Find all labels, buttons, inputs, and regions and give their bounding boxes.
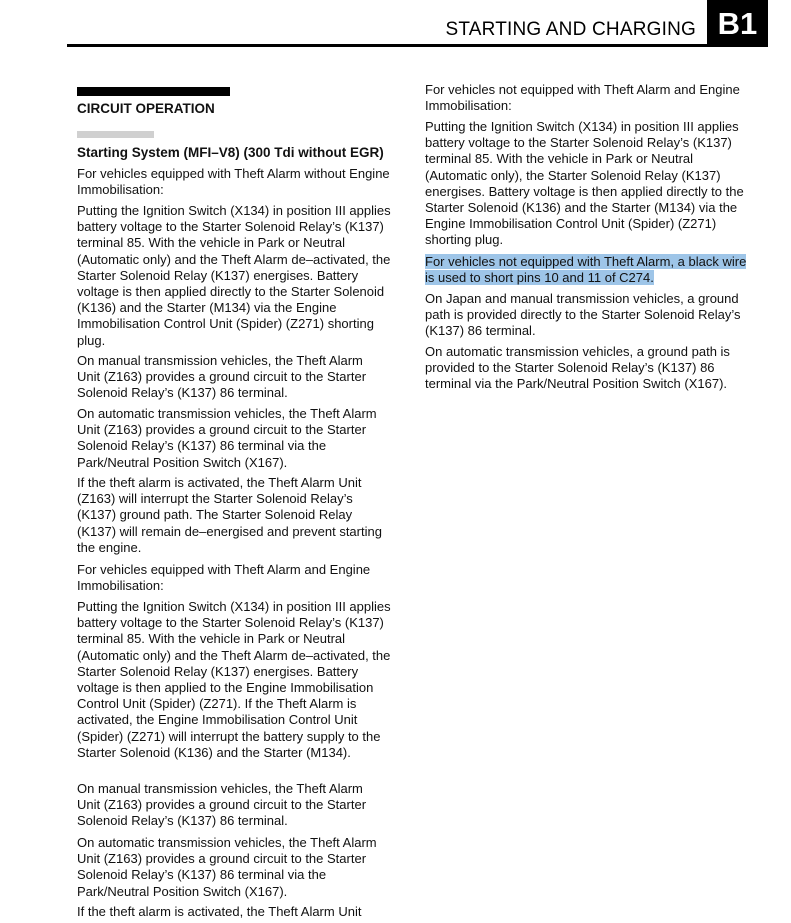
section-marker-bar [77, 87, 230, 96]
paragraph-left-4: On automatic transmission vehicles, the Theft Alarm Unit (Z163) provides a ground circuit to the Starter Solenoid Relay’s (K137) 86 terminal via the Park/Neutral Position Switch (X167). [77, 406, 377, 470]
selected-text-highlight[interactable]: For vehicles not equipped with Theft Alarm, a black wire is used to short pins 10 and 11 of C274. [425, 254, 747, 286]
paragraph-right-5: On automatic transmission vehicles, a ground path is provided to the Starter Solenoid Relay’s (K137) 86 terminal via the Park/Neutral Position Switch (X167). [425, 344, 730, 392]
paragraph-right-4: On Japan and manual transmission vehicles, a ground path is provided directly to the Starter Solenoid Relay’s (K137) 86 terminal. [425, 291, 741, 339]
paragraph-left-3: On manual transmission vehicles, the Theft Alarm Unit (Z163) provides a ground circuit to the Starter Solenoid Relay’s (K137) 86 terminal. [77, 353, 367, 401]
paragraph-left-6: For vehicles equipped with Theft Alarm and Engine Immobilisation: [77, 562, 371, 594]
paragraph-left-8: On manual transmission vehicles, the Theft Alarm Unit (Z163) provides a ground circuit to the Starter Solenoid Relay’s (K137) 86 terminal. [77, 781, 367, 829]
subsection-marker-bar [77, 131, 154, 138]
subsection-title: Starting System (MFI–V8) (300 Tdi without EGR) [77, 145, 384, 160]
paragraph-right-3[interactable] [425, 254, 747, 286]
paragraph-left-7: Putting the Ignition Switch (X134) in position III applies battery voltage to the Starter Solenoid Relay’s (K137) terminal 85. With the vehicle in Park or Neutral (Automatic only) and the Theft Alarm de–activated, the Starter Solenoid Relay (K137) energises. Battery voltage is then applied to the Engine Immobilisation Control Unit (Spider) (Z271). If the Theft Alarm is activated, the Engine Immobilisation Control Unit (Spider) (Z271) will interrupt the battery supply to the Starter Solenoid (K136) and the Starter (M134). [77, 599, 391, 760]
paragraph-right-2: Putting the Ignition Switch (X134) in position III applies battery voltage to the Starter Solenoid Relay’s (K137) terminal 85. With the vehicle in Park or Neutral (Automatic only), the Starter Solenoid Relay (K137) energises. Battery voltage is then applied directly to the Starter Solenoid (K136) and the Starter (M134) via the Engine Immobilisation Control Unit (Spider) (Z271) shorting plug. [425, 119, 744, 248]
header-rule [67, 44, 767, 47]
paragraph-left-10: If the theft alarm is activated, the Theft Alarm Unit [77, 904, 362, 919]
section-badge: B1 [707, 0, 768, 47]
paragraph-left-1: For vehicles equipped with Theft Alarm without Engine Immobilisation: [77, 166, 390, 198]
paragraph-left-9: On automatic transmission vehicles, the Theft Alarm Unit (Z163) provides a ground circuit to the Starter Solenoid Relay’s (K137) 86 terminal via the Park/Neutral Position Switch (X167). [77, 835, 377, 899]
paragraph-left-2: Putting the Ignition Switch (X134) in position III applies battery voltage to the Starter Solenoid Relay’s (K137) terminal 85. With the vehicle in Park or Neutral (Automatic only) and the Theft Alarm de–activated, the Starter Solenoid Relay (K137) energises. Battery voltage is then applied directly to the Starter Solenoid (K136) and the Starter (M134) via the Engine Immobilisation Control Unit (Spider) (Z271) shorting plug. [77, 203, 391, 348]
section-title: CIRCUIT OPERATION [77, 101, 215, 116]
paragraph-left-5: If the theft alarm is activated, the Theft Alarm Unit (Z163) will interrupt the Starter Solenoid Relay’s (K137) ground path. The Starter Solenoid Relay (K137) will remain de–energised and prevent starting the engine. [77, 475, 382, 555]
page-header-title: STARTING AND CHARGING [445, 19, 696, 40]
paragraph-right-1: For vehicles not equipped with Theft Alarm and Engine Immobilisation: [425, 82, 740, 114]
